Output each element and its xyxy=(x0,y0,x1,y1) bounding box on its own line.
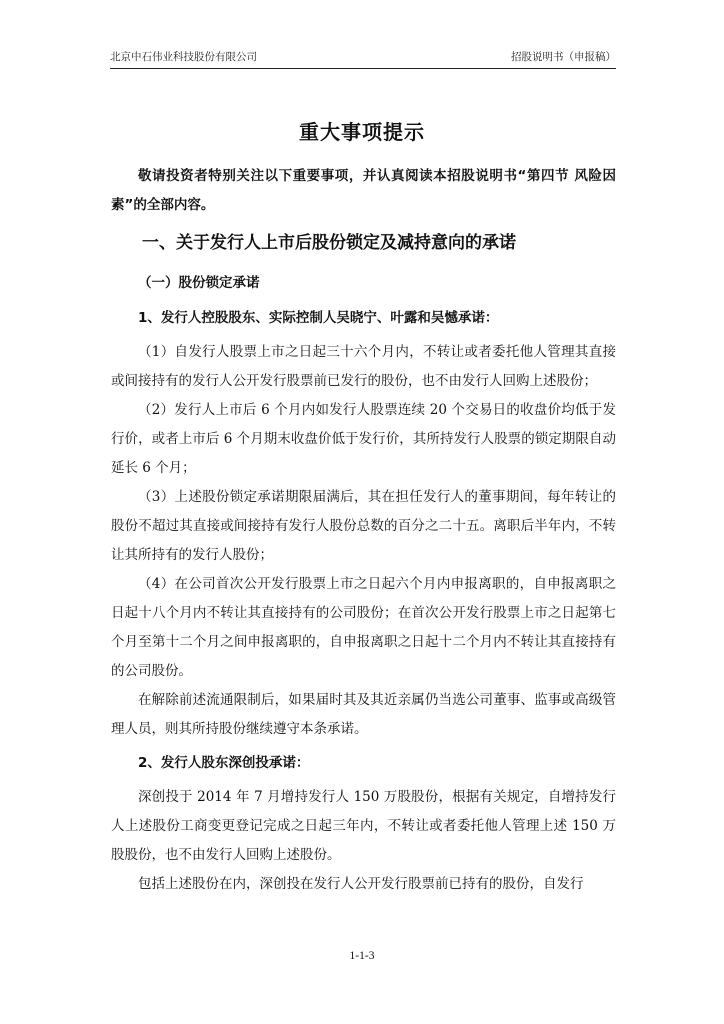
item-heading-2: 2、发行人股东深创投承诺： xyxy=(138,755,310,771)
document-body xyxy=(111,162,616,899)
paragraph: 深创投于 2014 年 7 月增持发行人 150 万股股份，根据有关规定，自增持发行人上述股份工商变更登记完成之日起三年内，不转让或者委托他人管理上述 150 万股股份，也不由发行人回购上述股份。 xyxy=(111,789,616,863)
page-header xyxy=(110,50,616,69)
subsection-heading: （一）股份锁定承诺 xyxy=(138,275,260,291)
page-number: 1-1-3 xyxy=(349,950,375,962)
paragraph: 在解除前述流通限制后，如果届时其及其近亲属仍当选公司董事、监事或高级管理人员，则其所持股份继续遵守本条承诺。 xyxy=(111,692,616,737)
page-title: 重大事项提示 xyxy=(299,120,425,144)
header-document-type: 招股说明书（申报稿） xyxy=(511,51,616,63)
header-company-name: 北京中石伟业科技股份有限公司 xyxy=(110,51,257,63)
intro-paragraph: 敬请投资者特别关注以下重要事项，并认真阅读本招股说明书“第四节 风险因素”的全部内容。 xyxy=(111,168,616,213)
paragraph: （1）自发行人股票上市之日起三十六个月内，不转让或者委托他人管理其直接或间接持有的发行人公开发行股票前已发行的股份，也不由发行人回购上述股份； xyxy=(111,344,616,389)
section-heading: 一、关于发行人上市后股份锁定及减持意向的承诺 xyxy=(142,233,516,253)
item-heading-1: 1、发行人控股股东、实际控制人吴晓宁、叶露和吴憾承诺： xyxy=(138,310,499,326)
paragraph: （3）上述股份锁定承诺期限届满后，其在担任发行人的董事期间，每年转让的股份不超过其直接或间接持有发行人股份总数的百分之二十五。离职后半年内，不转让其所持有的发行人股份； xyxy=(111,489,616,563)
paragraph: 包括上述股份在内，深创投在发行人公开发行股票前已持有的股份，自发行 xyxy=(138,876,584,892)
paragraph: （2）发行人上市后 6 个月内如发行人股票连续 20 个交易日的收盘价均低于发行价，或者上市后 6 个月期末收盘价低于发行价，其所持发行人股票的锁定期限自动延长 6 个月； xyxy=(111,402,616,476)
paragraph: （4）在公司首次公开发行股票上市之日起六个月内申报离职的，自申报离职之日起十八个月内不转让其直接持有的公司股份；在首次公开发行股票上市之日起第七个月至第十二个月之间申报离职的，自申报离职之日起十二个月内不转让其直接持有的公司股份。 xyxy=(111,576,616,679)
